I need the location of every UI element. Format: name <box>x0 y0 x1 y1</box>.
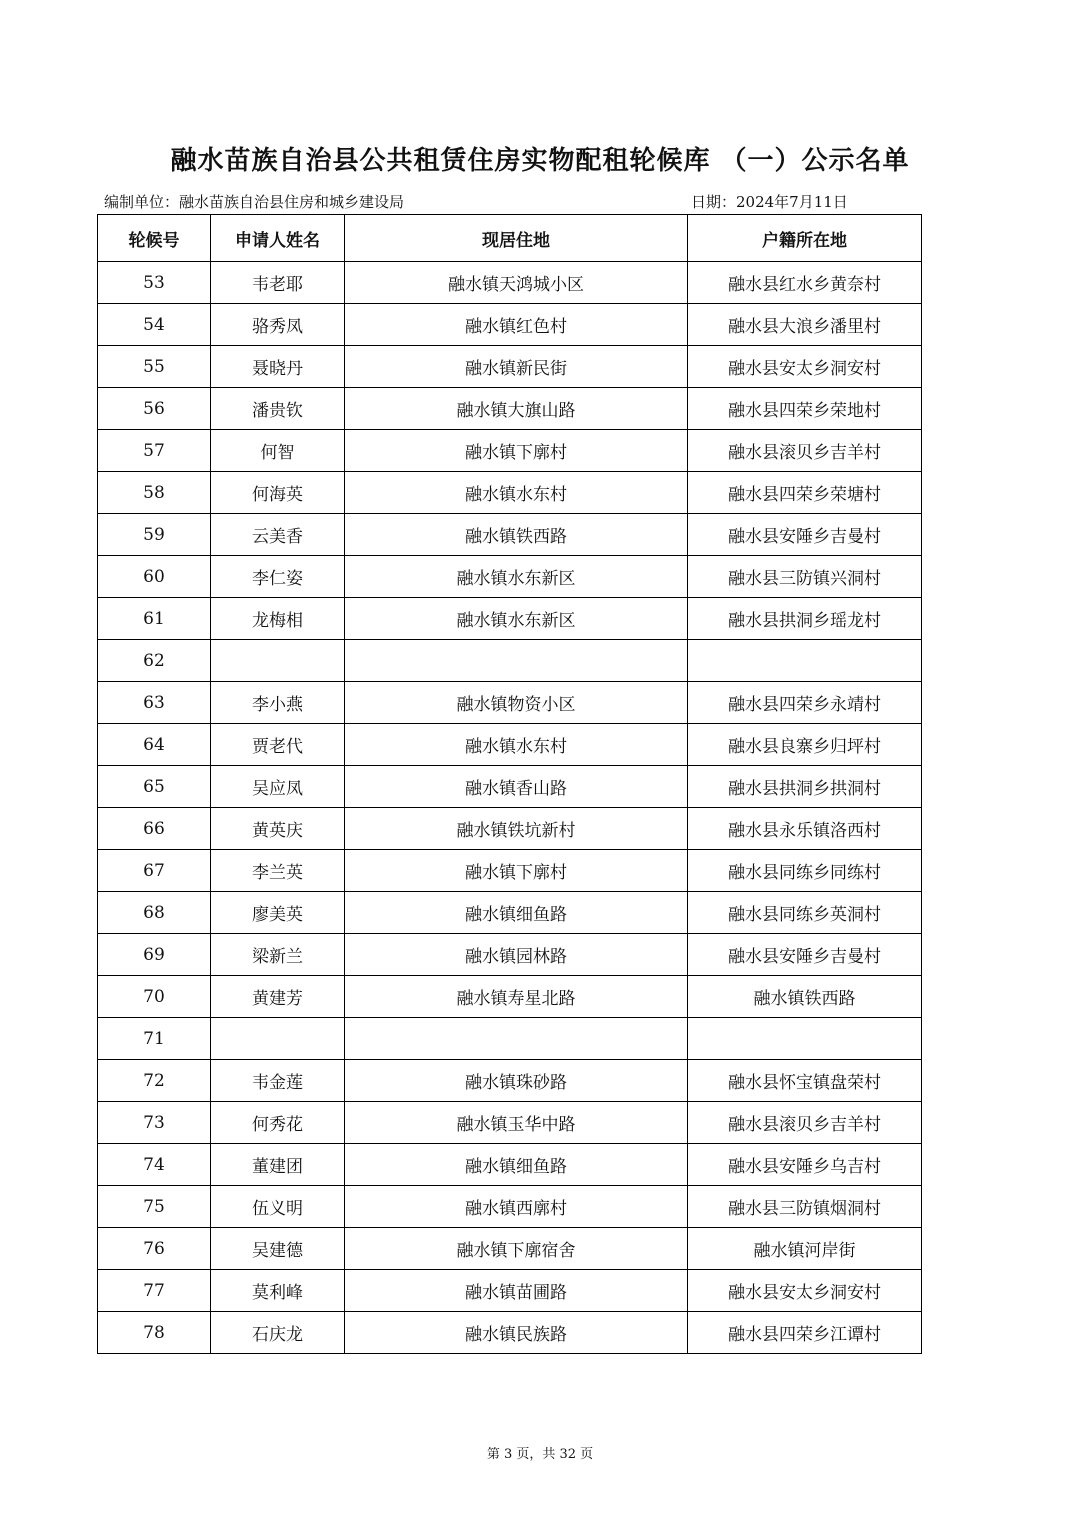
current-residence-cell: 融水镇红色村 <box>345 304 688 346</box>
current-residence-cell: 融水镇铁坑新村 <box>345 808 688 850</box>
applicant-name-cell <box>211 1018 345 1060</box>
queue-number-cell: 71 <box>98 1018 211 1060</box>
household-registration-cell: 融水县拱洞乡瑶龙村 <box>688 598 922 640</box>
table-row <box>98 850 922 892</box>
queue-number-cell: 77 <box>98 1270 211 1312</box>
applicant-name-cell: 吴应凤 <box>211 766 345 808</box>
current-residence-cell: 融水镇细鱼路 <box>345 892 688 934</box>
household-registration-cell: 融水县怀宝镇盘荣村 <box>688 1060 922 1102</box>
table-row <box>98 976 922 1018</box>
household-registration-cell: 融水县安太乡洞安村 <box>688 1270 922 1312</box>
queue-number-cell: 58 <box>98 472 211 514</box>
queue-number-cell: 62 <box>98 640 211 682</box>
queue-number-cell: 76 <box>98 1228 211 1270</box>
current-residence-cell: 融水镇下廓宿舍 <box>345 1228 688 1270</box>
applicant-name-cell: 廖美英 <box>211 892 345 934</box>
compiling-unit: 编制单位：融水苗族自治县住房和城乡建设局 <box>104 193 405 211</box>
queue-number-cell: 73 <box>98 1102 211 1144</box>
current-residence-cell: 融水镇西廓村 <box>345 1186 688 1228</box>
queue-number-cell: 67 <box>98 850 211 892</box>
current-residence-cell: 融水镇细鱼路 <box>345 1144 688 1186</box>
applicant-name-cell: 贾老代 <box>211 724 345 766</box>
applicant-name-cell: 何智 <box>211 430 345 472</box>
current-residence-cell: 融水镇玉华中路 <box>345 1102 688 1144</box>
table-row <box>98 724 922 766</box>
queue-number-cell: 53 <box>98 262 211 304</box>
table-header-row <box>98 215 922 262</box>
household-registration-cell: 融水县大浪乡潘里村 <box>688 304 922 346</box>
applicant-name-cell: 潘贵钦 <box>211 388 345 430</box>
current-residence-cell: 融水镇下廓村 <box>345 850 688 892</box>
household-registration-cell: 融水县同练乡英洞村 <box>688 892 922 934</box>
applicant-name-cell: 董建团 <box>211 1144 345 1186</box>
household-registration-cell: 融水县安陲乡吉曼村 <box>688 934 922 976</box>
household-registration-cell: 融水县良寨乡归坪村 <box>688 724 922 766</box>
queue-number-cell: 65 <box>98 766 211 808</box>
current-residence-cell: 融水镇天鸿城小区 <box>345 262 688 304</box>
applicant-name-cell: 李小燕 <box>211 682 345 724</box>
table-row <box>98 640 922 682</box>
applicant-name-cell <box>211 640 345 682</box>
applicant-name-cell: 骆秀凤 <box>211 304 345 346</box>
applicant-name-cell: 龙梅相 <box>211 598 345 640</box>
current-residence-cell: 融水镇珠砂路 <box>345 1060 688 1102</box>
applicant-name-cell: 何海英 <box>211 472 345 514</box>
current-residence-cell: 融水镇苗圃路 <box>345 1270 688 1312</box>
table-row <box>98 430 922 472</box>
current-residence-cell: 融水镇水东村 <box>345 472 688 514</box>
table-row <box>98 766 922 808</box>
table-row <box>98 262 922 304</box>
table-row <box>98 1102 922 1144</box>
header-household-registration: 户籍所在地 <box>688 215 922 262</box>
applicant-name-cell: 李仁姿 <box>211 556 345 598</box>
household-registration-cell: 融水县四荣乡江谭村 <box>688 1312 922 1354</box>
household-registration-cell: 融水县安陲乡乌吉村 <box>688 1144 922 1186</box>
current-residence-cell: 融水镇物资小区 <box>345 682 688 724</box>
household-registration-cell: 融水县安陲乡吉曼村 <box>688 514 922 556</box>
queue-number-cell: 55 <box>98 346 211 388</box>
queue-number-cell: 75 <box>98 1186 211 1228</box>
household-registration-cell: 融水县永乐镇洛西村 <box>688 808 922 850</box>
applicant-name-cell: 云美香 <box>211 514 345 556</box>
current-residence-cell: 融水镇新民街 <box>345 346 688 388</box>
table-row <box>98 472 922 514</box>
table-body <box>98 262 922 1354</box>
applicant-name-cell: 黄建芳 <box>211 976 345 1018</box>
table-row <box>98 514 922 556</box>
page-title: 融水苗族自治县公共租赁住房实物配租轮候库 （一）公示名单 <box>170 146 910 176</box>
queue-number-cell: 74 <box>98 1144 211 1186</box>
queue-number-cell: 64 <box>98 724 211 766</box>
table-row <box>98 1312 922 1354</box>
queue-number-cell: 56 <box>98 388 211 430</box>
table-row <box>98 1228 922 1270</box>
applicant-name-cell: 韦老耶 <box>211 262 345 304</box>
household-registration-cell: 融水镇铁西路 <box>688 976 922 1018</box>
applicant-name-cell: 韦金莲 <box>211 1060 345 1102</box>
table-row <box>98 1270 922 1312</box>
queue-number-cell: 66 <box>98 808 211 850</box>
household-registration-cell: 融水县拱洞乡拱洞村 <box>688 766 922 808</box>
current-residence-cell: 融水镇香山路 <box>345 766 688 808</box>
queue-number-cell: 59 <box>98 514 211 556</box>
waiting-list-table <box>97 214 922 1354</box>
current-residence-cell: 融水镇水东村 <box>345 724 688 766</box>
current-residence-cell <box>345 1018 688 1060</box>
queue-number-cell: 69 <box>98 934 211 976</box>
applicant-name-cell: 石庆龙 <box>211 1312 345 1354</box>
household-registration-cell: 融水县四荣乡荣地村 <box>688 388 922 430</box>
household-registration-cell: 融水县同练乡同练村 <box>688 850 922 892</box>
applicant-name-cell: 莫利峰 <box>211 1270 345 1312</box>
queue-number-cell: 61 <box>98 598 211 640</box>
household-registration-cell: 融水县安太乡洞安村 <box>688 346 922 388</box>
current-residence-cell <box>345 640 688 682</box>
queue-number-cell: 72 <box>98 1060 211 1102</box>
header-current-residence: 现居住地 <box>345 215 688 262</box>
queue-number-cell: 57 <box>98 430 211 472</box>
table-row <box>98 388 922 430</box>
queue-number-cell: 63 <box>98 682 211 724</box>
household-registration-cell: 融水县三防镇兴洞村 <box>688 556 922 598</box>
applicant-name-cell: 黄英庆 <box>211 808 345 850</box>
current-residence-cell: 融水镇大旗山路 <box>345 388 688 430</box>
current-residence-cell: 融水镇园林路 <box>345 934 688 976</box>
current-residence-cell: 融水镇铁西路 <box>345 514 688 556</box>
table-row <box>98 1060 922 1102</box>
current-residence-cell: 融水镇寿星北路 <box>345 976 688 1018</box>
household-registration-cell: 融水镇河岸街 <box>688 1228 922 1270</box>
page-number: 第 3 页，共 32 页 <box>486 1447 594 1462</box>
applicant-name-cell: 李兰英 <box>211 850 345 892</box>
household-registration-cell: 融水县滚贝乡吉羊村 <box>688 430 922 472</box>
current-residence-cell: 融水镇下廓村 <box>345 430 688 472</box>
queue-number-cell: 70 <box>98 976 211 1018</box>
household-registration-cell: 融水县四荣乡荣塘村 <box>688 472 922 514</box>
applicant-name-cell: 梁新兰 <box>211 934 345 976</box>
household-registration-cell: 融水县滚贝乡吉羊村 <box>688 1102 922 1144</box>
table-row <box>98 1144 922 1186</box>
applicant-name-cell: 伍义明 <box>211 1186 345 1228</box>
current-residence-cell: 融水镇民族路 <box>345 1312 688 1354</box>
household-registration-cell: 融水县红水乡黄奈村 <box>688 262 922 304</box>
table-row <box>98 1186 922 1228</box>
table-row <box>98 598 922 640</box>
queue-number-cell: 68 <box>98 892 211 934</box>
queue-number-cell: 78 <box>98 1312 211 1354</box>
applicant-name-cell: 吴建德 <box>211 1228 345 1270</box>
household-registration-cell <box>688 1018 922 1060</box>
current-residence-cell: 融水镇水东新区 <box>345 598 688 640</box>
header-queue-number: 轮候号 <box>98 215 211 262</box>
applicant-name-cell: 何秀花 <box>211 1102 345 1144</box>
table-row <box>98 808 922 850</box>
header-applicant-name: 申请人姓名 <box>211 215 345 262</box>
table-row <box>98 304 922 346</box>
applicant-name-cell: 聂晓丹 <box>211 346 345 388</box>
household-registration-cell: 融水县三防镇烟洞村 <box>688 1186 922 1228</box>
table-row <box>98 556 922 598</box>
table-row <box>98 934 922 976</box>
household-registration-cell <box>688 640 922 682</box>
publish-date: 日期：2024年7月11日 <box>691 193 848 211</box>
table-row <box>98 1018 922 1060</box>
queue-number-cell: 60 <box>98 556 211 598</box>
household-registration-cell: 融水县四荣乡永靖村 <box>688 682 922 724</box>
table-row <box>98 346 922 388</box>
table-row <box>98 682 922 724</box>
table-row <box>98 892 922 934</box>
queue-number-cell: 54 <box>98 304 211 346</box>
current-residence-cell: 融水镇水东新区 <box>345 556 688 598</box>
